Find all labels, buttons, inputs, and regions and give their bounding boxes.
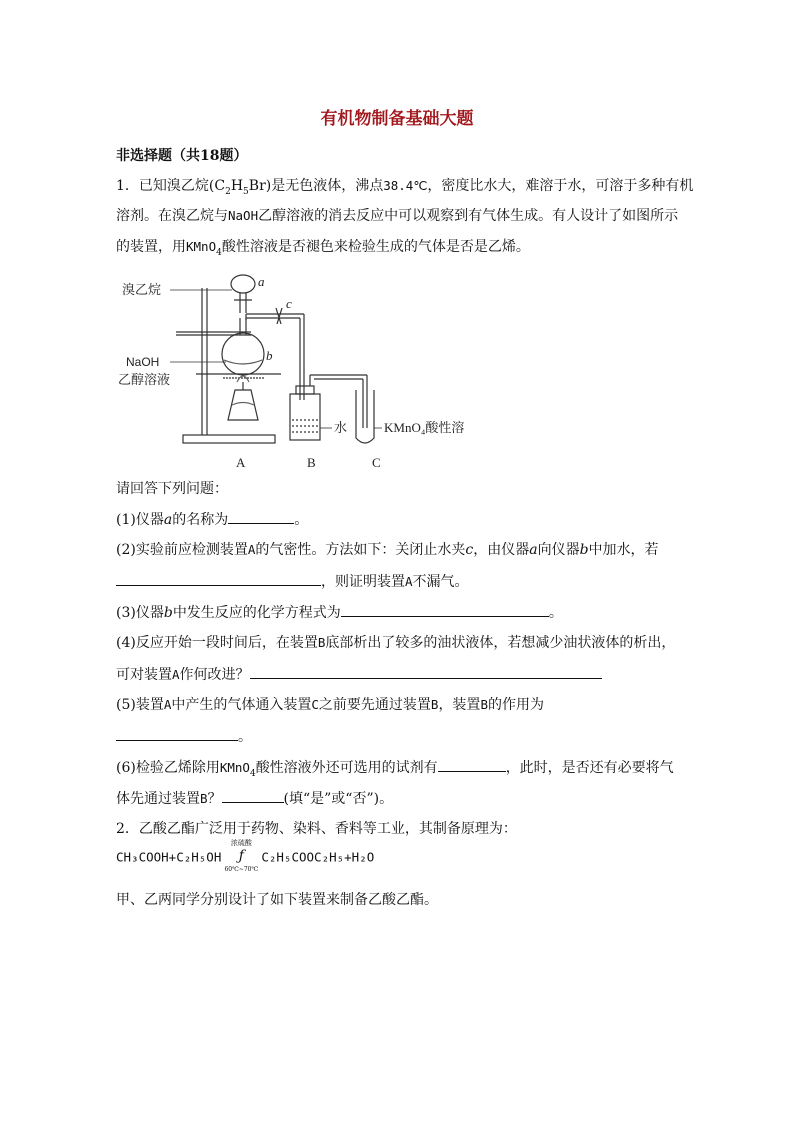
bottle-b (290, 394, 320, 440)
label-a: a (258, 274, 265, 289)
q1-part-3: (3)仪器b中发生反应的化学方程式为 。 (116, 602, 563, 623)
answer-blank-5[interactable] (116, 726, 238, 741)
test-tube-c (356, 390, 374, 443)
apparatus-diagram (116, 270, 506, 475)
answer-blank-6a[interactable] (438, 757, 506, 772)
q1-part-6-line-2: 体先通过装置B？ (填“是”或“否”)。 (116, 788, 393, 809)
stand-base (183, 435, 275, 443)
answer-blank-2[interactable] (116, 571, 321, 586)
q1-intro-line-1: 1．已知溴乙烷$(C_2H_5Br)$是无色液体，沸点38.4℃，密度比水大，难溶于水，可溶于多种有机 (116, 178, 694, 197)
reaction-condition: 浓硫酸 ƒ 60℃~70℃ (224, 839, 259, 873)
label-b: b (266, 348, 273, 363)
answer-blank-3[interactable] (341, 602, 549, 617)
clip-c (276, 308, 281, 324)
flask-b (222, 333, 264, 375)
label-ethanol-solution: 乙醇溶液 (118, 372, 171, 387)
q1-part-2-line-2: ，则证明装置A不漏气。 (116, 571, 469, 592)
q1-part-5-line-2: 。 (116, 726, 252, 747)
apparatus-figure (116, 270, 506, 475)
q1-part-6-line-1: (6)检验乙烯除用KMnO$_4$酸性溶液外还可选用的试剂有 ，此时，是否还有必要将气 (116, 757, 674, 784)
label-apparatus-b: B (307, 455, 316, 470)
answer-blank-6b[interactable] (222, 788, 284, 803)
q1-part-4-line-1: (4)反应开始一段时间后，在装置B底部析出了较多的油状液体，若想减少油状液体的析出， (116, 635, 676, 651)
label-water: 水 (334, 420, 348, 435)
q1-part-5-line-1: (5)装置A中产生的气体通入装置C之前要先通过装置B，装置B的作用为 (116, 697, 544, 713)
section-heading: 非选择题（共18题） (116, 148, 248, 164)
page-title: 有机物制备基础大题 (320, 109, 474, 129)
q1-intro-line-2: 溶剂。在溴乙烷与NaOH乙醇溶液的消去反应中可以观察到有气体生成。有人设计了如图所示 (116, 208, 679, 224)
label-apparatus-a: A (236, 455, 246, 470)
label-kmno4: KMnO₄酸性溶 (384, 420, 465, 435)
answer-blank-4[interactable] (250, 664, 602, 679)
q1-intro-line-3: 的装置，用KMnO$_4$酸性溶液是否褪色来检验生成的气体是否是乙烯。 (116, 239, 530, 258)
funnel-a (231, 275, 255, 293)
q1-part-4-line-2: 可对装置A作何改进？ (116, 664, 602, 685)
label-c: c (286, 296, 292, 311)
answer-blank-1[interactable] (228, 509, 294, 524)
q1-prompt: 请回答下列问题： (116, 481, 228, 497)
label-apparatus-c: C (372, 455, 381, 470)
q1-part-2-line-1: (2)实验前应检测装置A的气密性。方法如下：关闭止水夹c，由仪器a向仪器b中加水，若 (116, 542, 659, 558)
q1-part-1: (1)仪器a的名称为 。 (116, 509, 308, 530)
q2-intro: 2．乙酸乙酯广泛用于药物、染料、香料等工业，其制备原理为： (116, 821, 517, 837)
q2-reaction-equation: CH₃COOH+C₂H₅OH 浓硫酸 ƒ 60℃~70℃ C₂H₅COOC₂H₅+H₂O (116, 839, 375, 873)
label-naoh: NaOH (126, 355, 160, 369)
label-bromoethane: 溴乙烷 (122, 282, 162, 297)
q2-closing: 甲、乙两同学分别设计了如下装置来制备乙酸乙酯。 (116, 892, 438, 908)
